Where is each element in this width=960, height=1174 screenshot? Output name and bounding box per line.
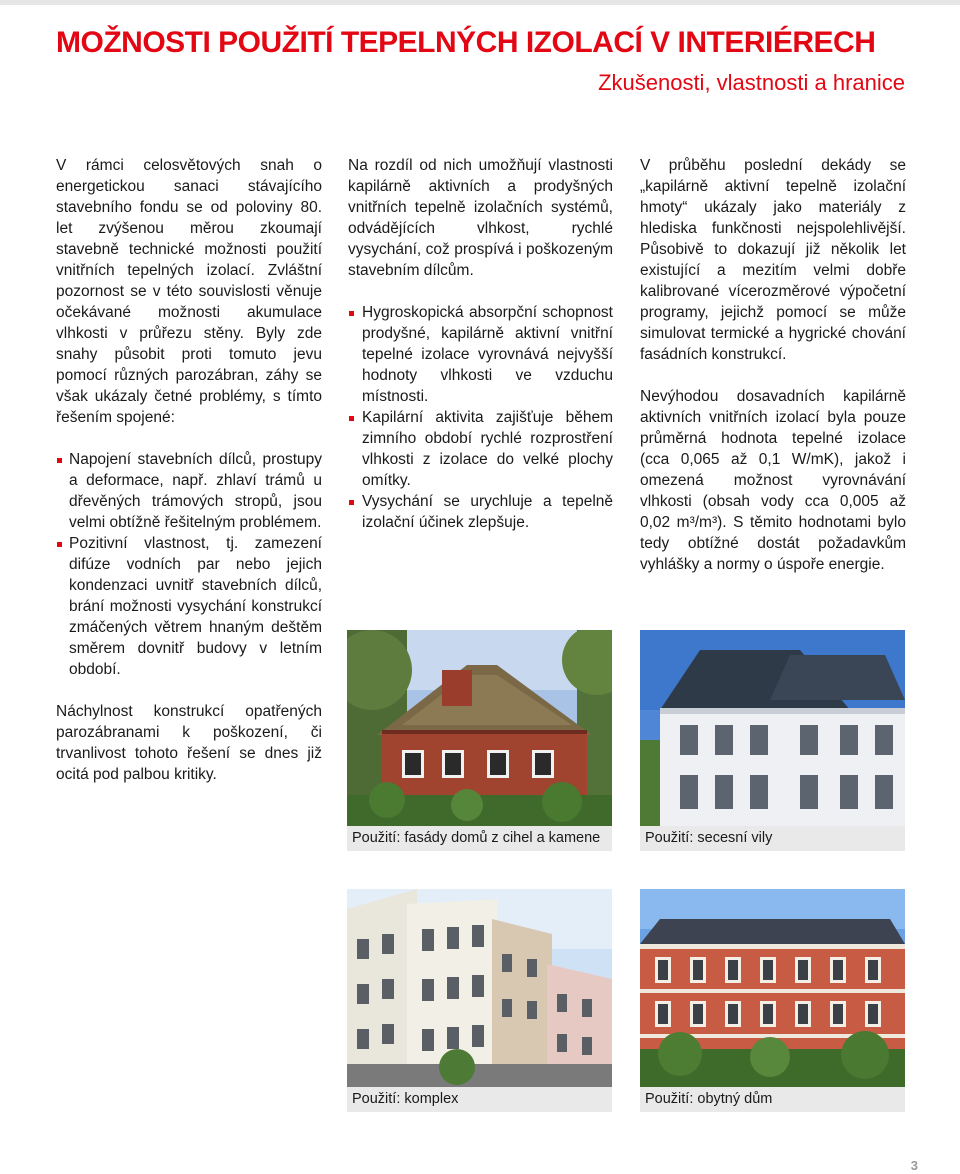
list-item: Napojení stavebních dílců, prostupy a deformace, např. zhlaví trámů u dřevěných trámových stropů, jsou velmi obtížně řešitelným problémem. — [56, 449, 322, 533]
photo-secession-villa — [640, 630, 905, 826]
photo-caption: Použití: komplex — [347, 1087, 612, 1112]
list-item: Hygroskopická absorpční schopnost prodyšné, kapilárně aktivní vnitřní tepelné izolace vyrovnává nejvyšší hodnoty vlhkosti ve vzduchu místnosti. — [348, 302, 613, 407]
col3-paragraph-1: V průběhu poslední dekády se „kapilárně aktivní tepelně izolační hmoty“ ukázaly jako materiály z hlediska funkčnosti nejspolehlivější. Působivě to dokazují již několik let existující a mezitím velmi dobře kalibrované vícerozměrové výpočetní programy, jejichž pomocí se může simulovat termické a hygrické chování fasádních konstrukcí. — [640, 157, 906, 363]
column-3 — [640, 155, 906, 575]
photo-brick-thatched-house — [347, 630, 612, 826]
top-rule — [0, 0, 960, 5]
col2-intro: Na rozdíl od nich umožňují vlastnosti kapilárně aktivních a prodyšných vnitřních tepelně izolačních systémů, odvádějících vlhkost, rychlé vysychání, což prospívá i poškozeným stavebním dílcům. — [348, 157, 613, 279]
column-2 — [348, 155, 613, 533]
col2-bullet-list — [348, 302, 613, 533]
col1-outro: Náchylnost konstrukcí opatřených parozábranami k poškození, či trvanlivost tohoto řešení se dnes již ocitá pod palbou kritiky. — [56, 703, 322, 783]
photo-residential-building — [640, 889, 905, 1087]
column-1 — [56, 155, 322, 785]
photo-building-complex — [347, 889, 612, 1087]
col1-intro: V rámci celosvětových snah o energetickou sanaci stávajícího stavebního fondu se od poloviny 80. let zvýšenou měrou zkoumají stavebně technické možnosti použití vnitřních tepelných izolací. Zvláštní pozornost se v této souvislosti věnuje očekávané možnosti akumulace vlhkosti v průřezu stěny. Byly zde snahy působit proti tomuto jevu pomocí různých parozábran, záhy se však ukázaly četné problémy, s tímto řešením spojené: — [56, 157, 322, 426]
list-item: Pozitivní vlastnost, tj. zamezení difúze vodních par nebo jejich kondenzaci uvnitř stavebních dílců, brání možnosti vysychání konstrukcí zmáčených větrem hnaným deštěm směrem dovnitř budovy v letním období. — [56, 533, 322, 680]
photo-caption: Použití: obytný dům — [640, 1087, 905, 1112]
col3-paragraph-2: Nevýhodou dosavadních kapilárně aktivních vnitřních izolací byla pouze průměrná hodnota tepelné izolace (cca 0,065 až 0,1 W/mK), jakož i omezená možnost vyrovnávání vlhkosti (obsah vody cca 0,005 až 0,02 m³/m³). S těmito hodnotami bylo tedy obtížné dostát požadavkům vyhlášky a normy o úspoře energie. — [640, 388, 906, 573]
list-item: Vysychání se urychluje a tepelně izolační účinek zlepšuje. — [348, 491, 613, 533]
page-title: MOŽNOSTI POUŽITÍ TEPELNÝCH IZOLACÍ V INTERIÉRECH — [56, 26, 876, 59]
col1-bullet-list — [56, 449, 322, 680]
photo-caption: Použití: fasády domů z cihel a kamene — [347, 826, 612, 851]
page-number: 3 — [910, 1158, 918, 1173]
list-item: Kapilární aktivita zajišťuje během zimního období rychlé rozprostření vlhkosti z izolace do velké plochy omítky. — [348, 407, 613, 491]
page-subtitle: Zkušenosti, vlastnosti a hranice — [598, 70, 905, 95]
photo-caption: Použití: secesní vily — [640, 826, 905, 851]
